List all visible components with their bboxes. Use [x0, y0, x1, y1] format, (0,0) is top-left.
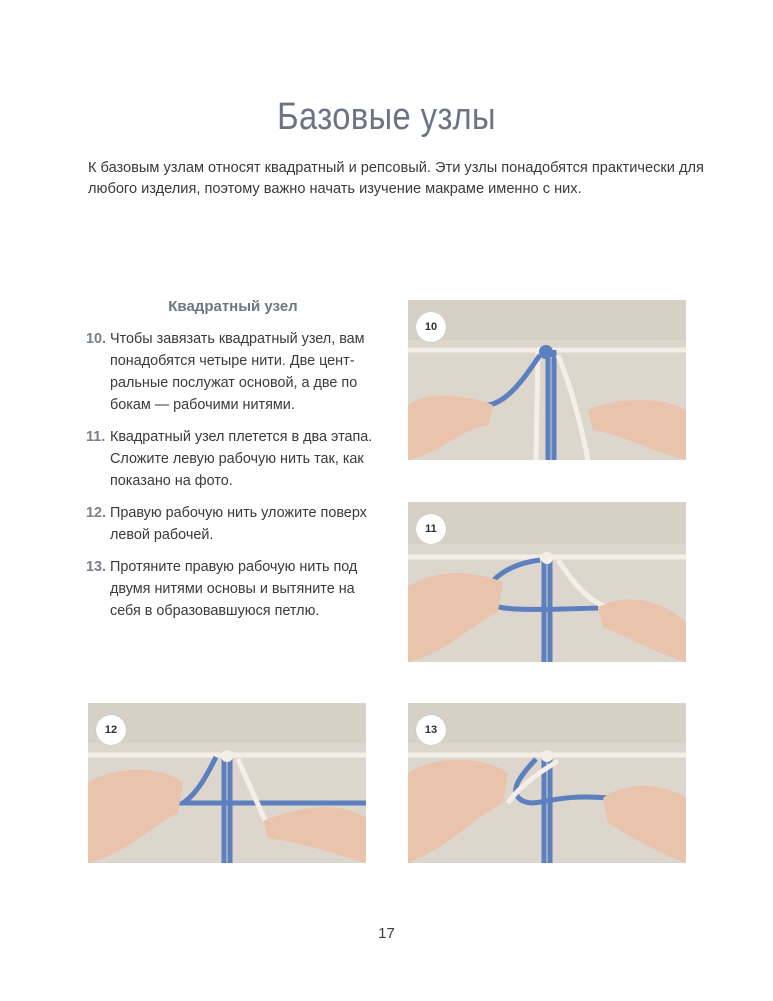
step-text: Правую рабочую нить уложите поверх левой рабочей.: [110, 505, 367, 543]
macrame-step-12-photo-icon: [88, 703, 366, 863]
intro-paragraph: К базовым узлам относят квадратный и репсовый. Эти узлы понадобятся практически для любого изделия, поэтому важно начать изучение макраме именно с них.: [88, 160, 704, 197]
page-number: 17: [378, 925, 395, 942]
step-text: Протяните правую рабочую нить под двумя нитями основы и вытяните на себя в образовавшуюся петлю.: [110, 559, 358, 619]
photo-badge: 12: [96, 715, 126, 745]
macrame-step-11-photo-icon: [408, 502, 686, 662]
photo-badge: 13: [416, 715, 446, 745]
step-text: Квадратный узел плетется в два этапа. Сложите левую рабочую нить так, как показано на фото.: [110, 429, 373, 489]
step-number: 11.: [86, 429, 106, 445]
step-item: [88, 556, 388, 622]
photo-step-11: [408, 502, 686, 662]
step-item: [88, 502, 388, 546]
macrame-step-13-photo-icon: [408, 703, 686, 863]
photo-step-13: [408, 703, 686, 863]
page-title: Базовые узлы: [277, 96, 496, 138]
step-number: 10.: [86, 331, 107, 347]
macrame-step-10-photo-icon: [408, 300, 686, 460]
step-item: [88, 328, 388, 416]
step-number: 13.: [86, 559, 107, 575]
step-number: 12.: [86, 505, 107, 521]
photo-step-12: [88, 703, 366, 863]
section-heading: Квадратный узел: [168, 298, 298, 315]
photo-step-10: [408, 300, 686, 460]
photo-badge: 10: [416, 312, 446, 342]
step-item: [88, 426, 388, 492]
step-text: Чтобы завязать квадратный узел, вам понадобятся четыре нити. Две цент-ральные послужат основой, а две по бокам — рабочими нитями.: [110, 331, 365, 413]
steps-list: [88, 328, 388, 632]
photo-badge: 11: [416, 514, 446, 544]
